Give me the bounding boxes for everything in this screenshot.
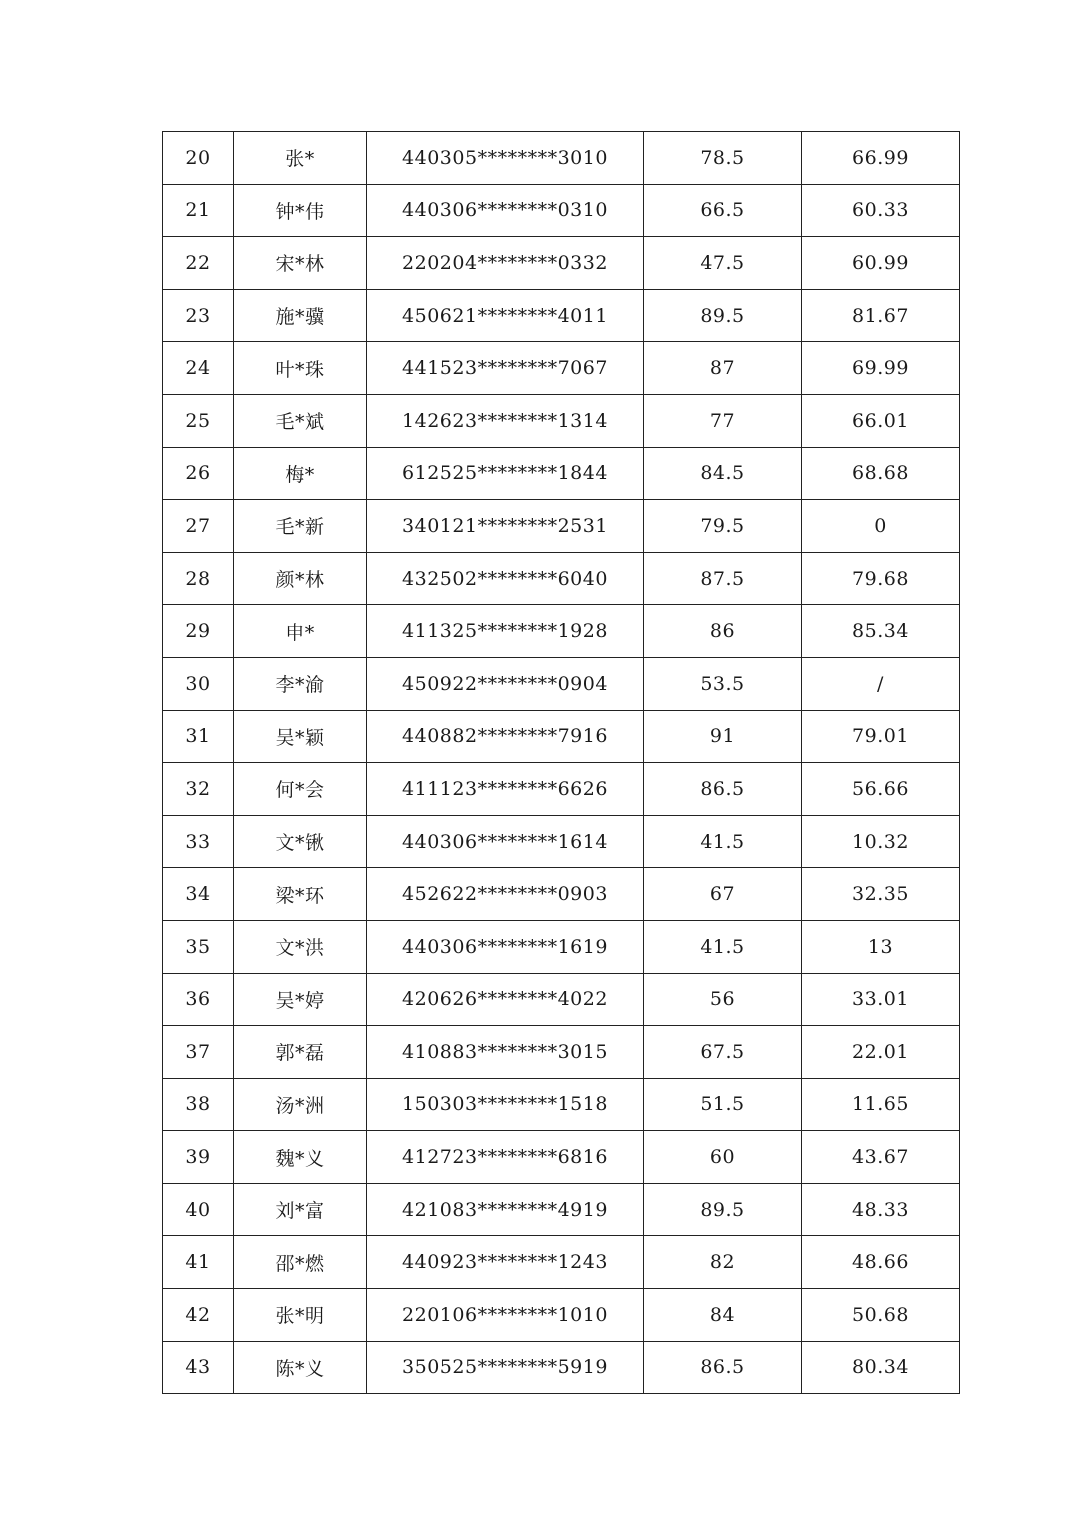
- id-number-cell: 410883********3015: [367, 1026, 644, 1079]
- table-row: [163, 1236, 960, 1289]
- id-number-cell: 421083********4919: [367, 1183, 644, 1236]
- score-1-cell: 86.5: [644, 763, 802, 816]
- table-row: [163, 868, 960, 921]
- score-2-cell: 56.66: [802, 763, 960, 816]
- name-cell: 梅*: [234, 447, 367, 500]
- score-1-cell: 56: [644, 973, 802, 1026]
- name-cell: 汤*洲: [234, 1078, 367, 1131]
- score-2-cell: 10.32: [802, 815, 960, 868]
- name-cell: 郭*磊: [234, 1026, 367, 1079]
- score-2-cell: 60.99: [802, 237, 960, 290]
- name-cell: 吴*婷: [234, 973, 367, 1026]
- name-cell: 邵*燃: [234, 1236, 367, 1289]
- table-row: [163, 500, 960, 553]
- name-cell: 颜*林: [234, 552, 367, 605]
- id-number-cell: 150303********1518: [367, 1078, 644, 1131]
- id-number-cell: 440306********1619: [367, 920, 644, 973]
- score-1-cell: 41.5: [644, 920, 802, 973]
- table-row: [163, 552, 960, 605]
- id-number-cell: 452622********0903: [367, 868, 644, 921]
- score-1-cell: 67: [644, 868, 802, 921]
- score-1-cell: 60: [644, 1131, 802, 1184]
- score-1-cell: 84.5: [644, 447, 802, 500]
- table-row: [163, 763, 960, 816]
- name-cell: 宋*林: [234, 237, 367, 290]
- name-cell: 钟*伟: [234, 184, 367, 237]
- row-number-cell: 39: [163, 1131, 234, 1184]
- name-cell: 申*: [234, 605, 367, 658]
- id-number-cell: 412723********6816: [367, 1131, 644, 1184]
- score-1-cell: 86.5: [644, 1341, 802, 1394]
- row-number-cell: 27: [163, 500, 234, 553]
- name-cell: 毛*斌: [234, 394, 367, 447]
- table-row: [163, 1026, 960, 1079]
- score-2-cell: 13: [802, 920, 960, 973]
- id-number-cell: 411123********6626: [367, 763, 644, 816]
- score-1-cell: 78.5: [644, 132, 802, 185]
- score-2-cell: 0: [802, 500, 960, 553]
- id-number-cell: 220204********0332: [367, 237, 644, 290]
- id-number-cell: 411325********1928: [367, 605, 644, 658]
- score-2-cell: 80.34: [802, 1341, 960, 1394]
- row-number-cell: 28: [163, 552, 234, 605]
- score-2-cell: 48.33: [802, 1183, 960, 1236]
- id-number-cell: 440923********1243: [367, 1236, 644, 1289]
- name-cell: 陈*义: [234, 1341, 367, 1394]
- score-2-cell: 79.68: [802, 552, 960, 605]
- id-number-cell: 340121********2531: [367, 500, 644, 553]
- table-row: [163, 657, 960, 710]
- row-number-cell: 29: [163, 605, 234, 658]
- score-1-cell: 47.5: [644, 237, 802, 290]
- id-number-cell: 440306********1614: [367, 815, 644, 868]
- row-number-cell: 31: [163, 710, 234, 763]
- row-number-cell: 40: [163, 1183, 234, 1236]
- name-cell: 李*渝: [234, 657, 367, 710]
- table-row: [163, 1078, 960, 1131]
- score-2-cell: 60.33: [802, 184, 960, 237]
- score-1-cell: 89.5: [644, 1183, 802, 1236]
- score-2-cell: 81.67: [802, 289, 960, 342]
- score-1-cell: 41.5: [644, 815, 802, 868]
- id-number-cell: 450621********4011: [367, 289, 644, 342]
- row-number-cell: 26: [163, 447, 234, 500]
- row-number-cell: 35: [163, 920, 234, 973]
- row-number-cell: 33: [163, 815, 234, 868]
- row-number-cell: 20: [163, 132, 234, 185]
- table-row: [163, 184, 960, 237]
- score-2-cell: 66.01: [802, 394, 960, 447]
- id-number-cell: 432502********6040: [367, 552, 644, 605]
- score-1-cell: 66.5: [644, 184, 802, 237]
- table-row: [163, 237, 960, 290]
- row-number-cell: 25: [163, 394, 234, 447]
- name-cell: 文*锹: [234, 815, 367, 868]
- score-2-cell: 11.65: [802, 1078, 960, 1131]
- name-cell: 何*会: [234, 763, 367, 816]
- id-number-cell: 220106********1010: [367, 1289, 644, 1342]
- score-2-cell: 33.01: [802, 973, 960, 1026]
- score-1-cell: 77: [644, 394, 802, 447]
- name-cell: 毛*新: [234, 500, 367, 553]
- name-cell: 叶*珠: [234, 342, 367, 395]
- score-1-cell: 87: [644, 342, 802, 395]
- id-number-cell: 450922********0904: [367, 657, 644, 710]
- id-number-cell: 440306********0310: [367, 184, 644, 237]
- score-2-cell: 79.01: [802, 710, 960, 763]
- score-table: [162, 131, 960, 1394]
- row-number-cell: 42: [163, 1289, 234, 1342]
- score-2-cell: 50.68: [802, 1289, 960, 1342]
- score-2-cell: 66.99: [802, 132, 960, 185]
- table-row: [163, 973, 960, 1026]
- score-1-cell: 51.5: [644, 1078, 802, 1131]
- id-number-cell: 440305********3010: [367, 132, 644, 185]
- score-2-cell: 43.67: [802, 1131, 960, 1184]
- row-number-cell: 43: [163, 1341, 234, 1394]
- score-1-cell: 87.5: [644, 552, 802, 605]
- score-2-cell: 32.35: [802, 868, 960, 921]
- table-row: [163, 394, 960, 447]
- row-number-cell: 41: [163, 1236, 234, 1289]
- name-cell: 梁*环: [234, 868, 367, 921]
- score-2-cell: 85.34: [802, 605, 960, 658]
- table-row: [163, 1289, 960, 1342]
- table-row: [163, 920, 960, 973]
- id-number-cell: 441523********7067: [367, 342, 644, 395]
- row-number-cell: 38: [163, 1078, 234, 1131]
- score-1-cell: 89.5: [644, 289, 802, 342]
- score-2-cell: 48.66: [802, 1236, 960, 1289]
- table-body: [163, 132, 960, 1394]
- table-row: [163, 447, 960, 500]
- row-number-cell: 30: [163, 657, 234, 710]
- table-row: [163, 342, 960, 395]
- name-cell: 张*: [234, 132, 367, 185]
- name-cell: 吴*颖: [234, 710, 367, 763]
- table-row: [163, 1183, 960, 1236]
- table-row: [163, 289, 960, 342]
- score-1-cell: 84: [644, 1289, 802, 1342]
- table-row: [163, 132, 960, 185]
- name-cell: 文*洪: [234, 920, 367, 973]
- score-1-cell: 82: [644, 1236, 802, 1289]
- score-2-cell: 22.01: [802, 1026, 960, 1079]
- id-number-cell: 420626********4022: [367, 973, 644, 1026]
- name-cell: 张*明: [234, 1289, 367, 1342]
- row-number-cell: 37: [163, 1026, 234, 1079]
- score-1-cell: 86: [644, 605, 802, 658]
- table-row: [163, 710, 960, 763]
- score-1-cell: 79.5: [644, 500, 802, 553]
- score-1-cell: 67.5: [644, 1026, 802, 1079]
- table-row: [163, 815, 960, 868]
- score-1-cell: 53.5: [644, 657, 802, 710]
- id-number-cell: 612525********1844: [367, 447, 644, 500]
- row-number-cell: 21: [163, 184, 234, 237]
- id-number-cell: 142623********1314: [367, 394, 644, 447]
- row-number-cell: 23: [163, 289, 234, 342]
- table-row: [163, 605, 960, 658]
- id-number-cell: 440882********7916: [367, 710, 644, 763]
- row-number-cell: 22: [163, 237, 234, 290]
- score-2-cell: 68.68: [802, 447, 960, 500]
- row-number-cell: 34: [163, 868, 234, 921]
- name-cell: 魏*义: [234, 1131, 367, 1184]
- id-number-cell: 350525********5919: [367, 1341, 644, 1394]
- name-cell: 刘*富: [234, 1183, 367, 1236]
- score-2-cell: 69.99: [802, 342, 960, 395]
- row-number-cell: 24: [163, 342, 234, 395]
- row-number-cell: 36: [163, 973, 234, 1026]
- score-2-cell: /: [802, 657, 960, 710]
- score-1-cell: 91: [644, 710, 802, 763]
- name-cell: 施*骥: [234, 289, 367, 342]
- row-number-cell: 32: [163, 763, 234, 816]
- table-row: [163, 1341, 960, 1394]
- table-row: [163, 1131, 960, 1184]
